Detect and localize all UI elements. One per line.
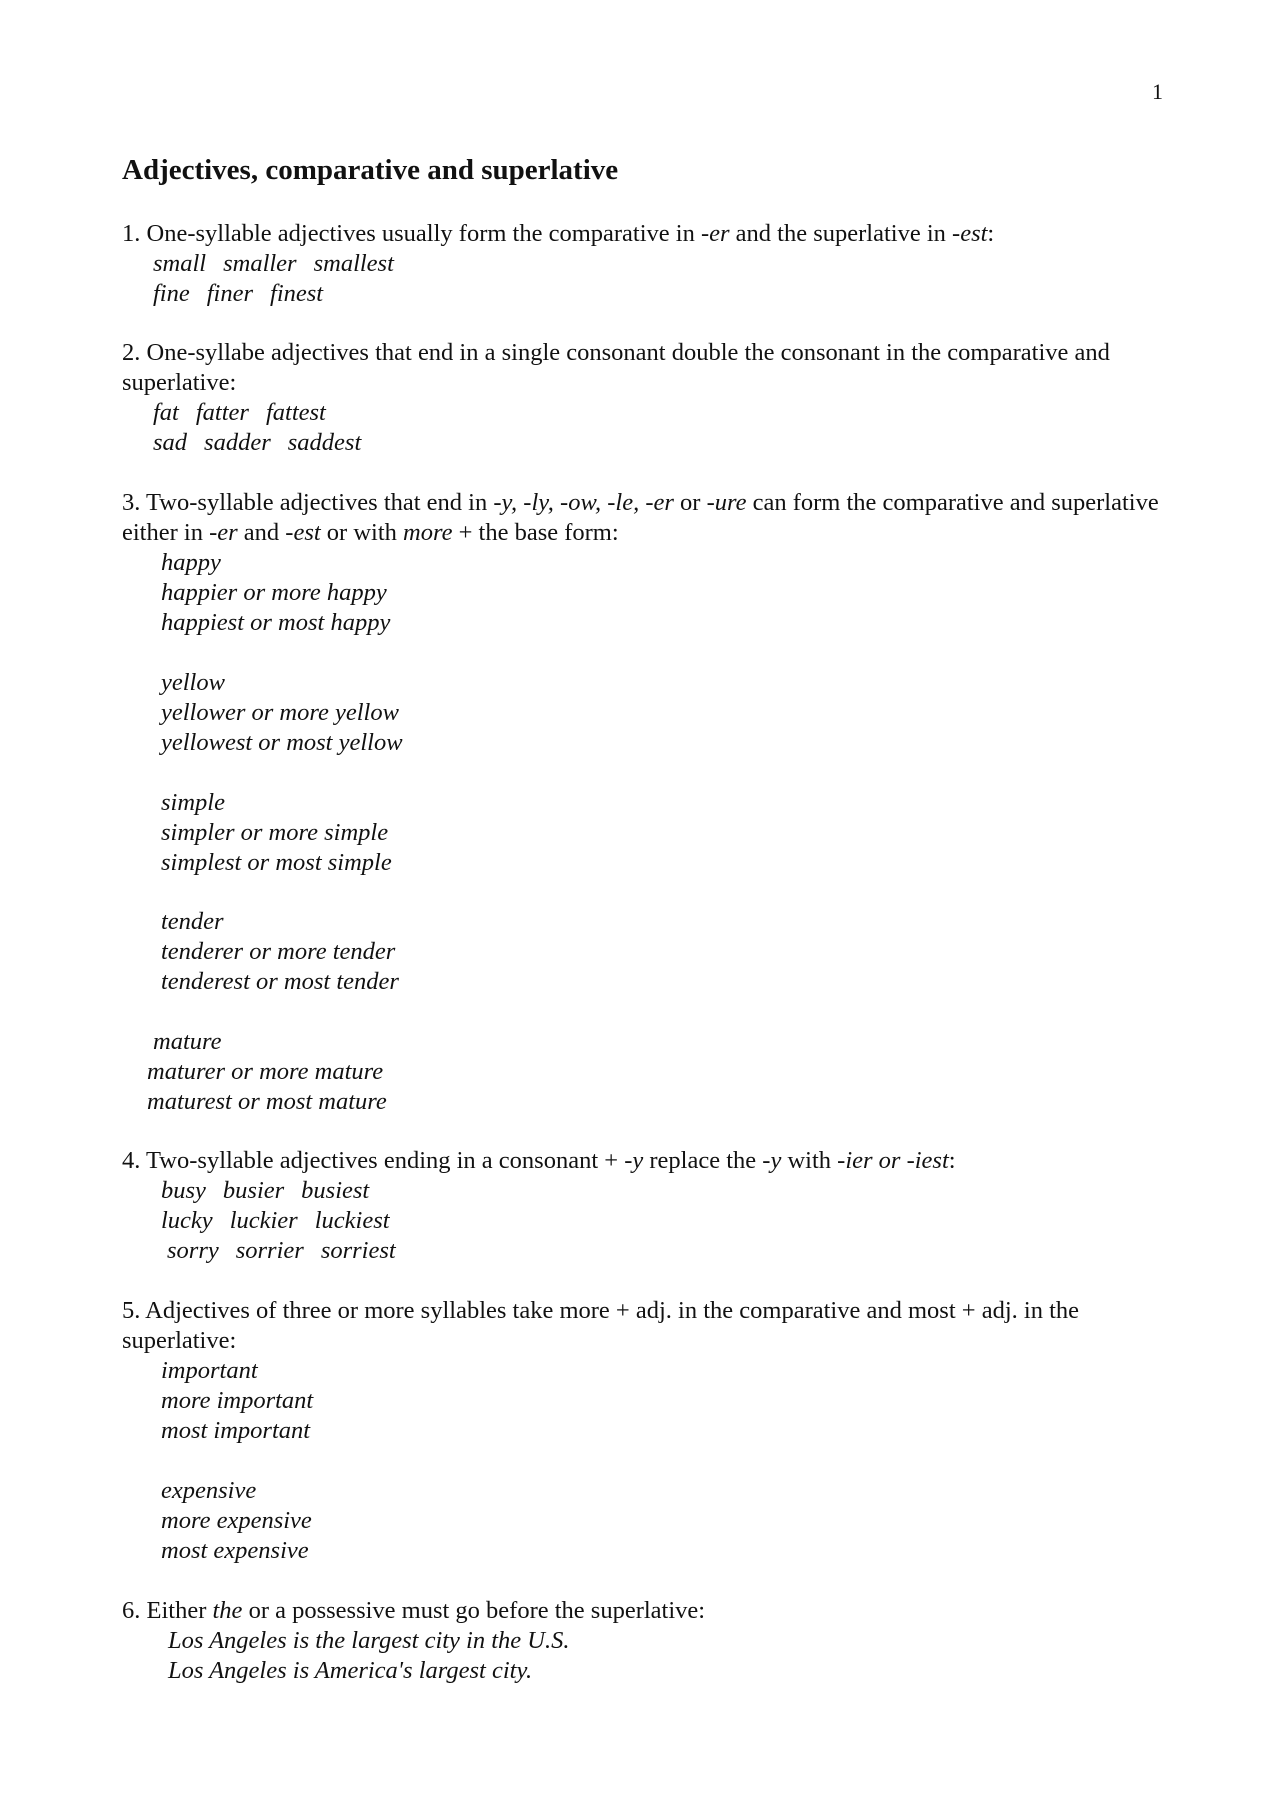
rule-6-example-sentence: Los Angeles is America's largest city.: [168, 1657, 533, 1684]
rule-3-example-superlative: tenderest or most tender: [161, 968, 399, 995]
rule-5-example-base: expensive: [161, 1477, 257, 1504]
rule-4-example-row: lucky luckier luckiest: [161, 1207, 390, 1234]
rule-3-example-base: yellow: [161, 669, 225, 696]
rule-4-example-row: busy busier busiest: [161, 1177, 370, 1204]
rule-6-text: 6. Either the or a possessive must go before the superlative:: [122, 1597, 706, 1624]
rule-1-example-row: small smaller smallest: [153, 250, 394, 277]
rule-3-text: 3. Two-syllable adjectives that end in -y, -ly, -ow, -le, -er or -ure can form the comparative and superlative either in -er and -est or with more + the base form:: [122, 489, 1159, 546]
rule-3-example-base: simple: [161, 789, 225, 816]
rule-6-example-sentence: Los Angeles is the largest city in the U.S.: [168, 1627, 570, 1654]
rule-3-example-comparative: simpler or more simple: [161, 819, 389, 846]
rule-1-text: 1. One-syllable adjectives usually form the comparative in -er and the superlative in -est:: [122, 220, 995, 247]
rule-4-text: 4. Two-syllable adjectives ending in a consonant + -y replace the -y with -ier or -iest:: [122, 1147, 956, 1174]
rule-2-example-row: sad sadder saddest: [153, 429, 362, 456]
rule-5-example-comparative: more expensive: [161, 1507, 312, 1534]
page-title: Adjectives, comparative and superlative: [122, 154, 619, 186]
rule-3-example-base: tender: [161, 908, 224, 935]
rule-3-example-comparative: happier or more happy: [161, 579, 387, 606]
rule-3-example-base: mature: [153, 1028, 222, 1055]
rule-4-example-row: sorry sorrier sorriest: [167, 1237, 396, 1264]
rule-3-example-superlative: yellowest or most yellow: [161, 729, 403, 756]
page-number: 1: [1152, 79, 1163, 104]
rule-2-example-row: fat fatter fattest: [153, 399, 326, 426]
rule-5-example-base: important: [161, 1357, 258, 1384]
rule-3-example-superlative: happiest or most happy: [161, 609, 391, 636]
rule-5-example-superlative: most important: [161, 1417, 311, 1444]
rule-3-example-comparative: yellower or more yellow: [161, 699, 399, 726]
rule-1-example-row: fine finer finest: [153, 280, 324, 307]
rule-5-example-comparative: more important: [161, 1387, 314, 1414]
rule-3-example-comparative: maturer or more mature: [147, 1058, 384, 1085]
rule-3-example-base: happy: [161, 549, 221, 576]
rule-5-text: 5. Adjectives of three or more syllables take more + adj. in the comparative and most + adj. in the superlative:: [122, 1297, 1079, 1354]
rule-3-example-superlative: maturest or most mature: [147, 1088, 387, 1115]
rule-5-example-superlative: most expensive: [161, 1537, 309, 1564]
rule-3-example-comparative: tenderer or more tender: [161, 938, 396, 965]
rule-3-example-superlative: simplest or most simple: [161, 849, 392, 876]
rule-2-text: 2. One-syllabe adjectives that end in a single consonant double the consonant in the comparative and superlative:: [122, 339, 1110, 396]
